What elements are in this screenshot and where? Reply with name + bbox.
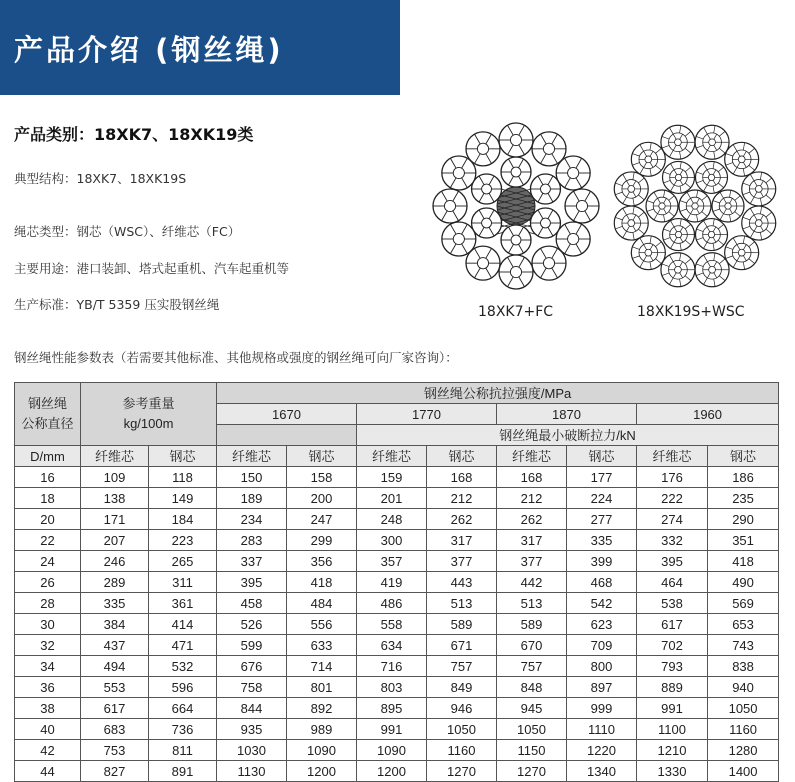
table-cell: 356 <box>287 551 357 572</box>
table-cell: 558 <box>357 614 427 635</box>
header-diameter <box>15 383 81 446</box>
header-steel: 钢芯 <box>708 446 779 467</box>
table-cell: 1340 <box>567 761 637 782</box>
table-row <box>15 551 779 572</box>
table-cell: 277 <box>567 509 637 530</box>
table-cell: 1160 <box>427 740 497 761</box>
table-cell: 361 <box>149 593 217 614</box>
table-cell: 556 <box>287 614 357 635</box>
header-pad <box>217 425 357 446</box>
header-weight <box>81 383 217 446</box>
table-cell: 946 <box>427 698 497 719</box>
table-cell: 399 <box>567 551 637 572</box>
table-cell: 1130 <box>217 761 287 782</box>
table-cell: 758 <box>217 677 287 698</box>
table-cell: 1100 <box>637 719 708 740</box>
table-row <box>15 530 779 551</box>
table-cell: 262 <box>497 509 567 530</box>
table-cell: 1150 <box>497 740 567 761</box>
table-cell: 28 <box>15 593 81 614</box>
header-breaking: 钢丝绳最小破断拉力/kN <box>357 425 779 446</box>
table-cell: 513 <box>497 593 567 614</box>
table-cell: 332 <box>637 530 708 551</box>
spec-core-type: 绳芯类型：钢芯（WSC）、纤维芯（FC） <box>14 224 241 239</box>
table-cell: 30 <box>15 614 81 635</box>
table-cell: 1030 <box>217 740 287 761</box>
table-cell: 335 <box>81 593 149 614</box>
table-cell: 335 <box>567 530 637 551</box>
table-cell: 1280 <box>708 740 779 761</box>
table-cell: 246 <box>81 551 149 572</box>
table-cell: 753 <box>81 740 149 761</box>
table-cell: 800 <box>567 656 637 677</box>
table-cell: 311 <box>149 572 217 593</box>
table-cell: 897 <box>567 677 637 698</box>
table-cell: 945 <box>497 698 567 719</box>
table-cell: 633 <box>287 635 357 656</box>
table-cell: 186 <box>708 467 779 488</box>
header-diameter-line1: 钢丝绳 <box>27 396 67 411</box>
table-cell: 827 <box>81 761 149 782</box>
spec-structure: 典型结构：18XK7、18XK19S <box>14 171 187 186</box>
table-cell: 337 <box>217 551 287 572</box>
table-cell: 716 <box>357 656 427 677</box>
table-cell: 494 <box>81 656 149 677</box>
table-cell: 265 <box>149 551 217 572</box>
table-cell: 709 <box>567 635 637 656</box>
table-cell: 437 <box>81 635 149 656</box>
table-cell: 377 <box>497 551 567 572</box>
table-cell: 526 <box>217 614 287 635</box>
table-cell: 1090 <box>357 740 427 761</box>
table-cell: 617 <box>637 614 708 635</box>
table-cell: 1210 <box>637 740 708 761</box>
table-row <box>15 509 779 530</box>
header-fiber: 纤维芯 <box>497 446 567 467</box>
table-cell: 757 <box>427 656 497 677</box>
table-cell: 42 <box>15 740 81 761</box>
table-cell: 418 <box>287 572 357 593</box>
table-cell: 1050 <box>497 719 567 740</box>
table-cell: 395 <box>217 572 287 593</box>
table-cell: 1270 <box>497 761 567 782</box>
table-cell: 634 <box>357 635 427 656</box>
table-cell: 317 <box>427 530 497 551</box>
table-cell: 838 <box>708 656 779 677</box>
table-cell: 22 <box>15 530 81 551</box>
table-cell: 553 <box>81 677 149 698</box>
header-fiber: 纤维芯 <box>217 446 287 467</box>
table-cell: 168 <box>427 467 497 488</box>
table-cell: 171 <box>81 509 149 530</box>
table-cell: 623 <box>567 614 637 635</box>
table-cell: 418 <box>708 551 779 572</box>
table-cell: 1200 <box>287 761 357 782</box>
table-cell: 158 <box>287 467 357 488</box>
table-cell: 991 <box>637 698 708 719</box>
table-cell: 464 <box>637 572 708 593</box>
table-cell: 138 <box>81 488 149 509</box>
table-cell: 1400 <box>708 761 779 782</box>
table-cell: 599 <box>217 635 287 656</box>
table-cell: 149 <box>149 488 217 509</box>
parameter-table <box>14 382 779 782</box>
table-cell: 247 <box>287 509 357 530</box>
table-row <box>15 677 779 698</box>
table-cell: 683 <box>81 719 149 740</box>
table-cell: 1050 <box>708 698 779 719</box>
table-cell: 1090 <box>287 740 357 761</box>
table-cell: 207 <box>81 530 149 551</box>
table-cell: 212 <box>427 488 497 509</box>
table-cell: 414 <box>149 614 217 635</box>
table-cell: 223 <box>149 530 217 551</box>
table-cell: 224 <box>567 488 637 509</box>
table-cell: 999 <box>567 698 637 719</box>
table-cell: 1220 <box>567 740 637 761</box>
table-cell: 34 <box>15 656 81 677</box>
table-cell: 20 <box>15 509 81 530</box>
header-steel: 钢芯 <box>149 446 217 467</box>
page-title: 产品介绍 (钢丝绳) <box>14 33 284 67</box>
header-steel: 钢芯 <box>287 446 357 467</box>
table-cell: 248 <box>357 509 427 530</box>
table-cell: 468 <box>567 572 637 593</box>
table-cell: 743 <box>708 635 779 656</box>
table-cell: 177 <box>567 467 637 488</box>
table-cell: 844 <box>217 698 287 719</box>
table-cell: 176 <box>637 467 708 488</box>
table-cell: 793 <box>637 656 708 677</box>
table-cell: 538 <box>637 593 708 614</box>
table-intro: 钢丝绳性能参数表（若需要其他标准、其他规格或强度的钢丝绳可向厂家咨询）： <box>14 350 458 365</box>
table-cell: 18 <box>15 488 81 509</box>
table-cell: 201 <box>357 488 427 509</box>
header-grade: 1770 <box>357 404 497 425</box>
table-row <box>15 698 779 719</box>
table-cell: 150 <box>217 467 287 488</box>
table-cell: 384 <box>81 614 149 635</box>
table-cell: 569 <box>708 593 779 614</box>
table-cell: 484 <box>287 593 357 614</box>
table-cell: 24 <box>15 551 81 572</box>
table-row <box>15 593 779 614</box>
table-cell: 892 <box>287 698 357 719</box>
table-cell: 118 <box>149 467 217 488</box>
table-cell: 443 <box>427 572 497 593</box>
table-cell: 589 <box>427 614 497 635</box>
table-row <box>15 635 779 656</box>
table-cell: 1330 <box>637 761 708 782</box>
table-cell: 940 <box>708 677 779 698</box>
table-cell: 670 <box>497 635 567 656</box>
table-cell: 168 <box>497 467 567 488</box>
spec-standard: 生产标准：YB/T 5359 压实股钢丝绳 <box>14 297 220 312</box>
table-cell: 1050 <box>427 719 497 740</box>
table-cell: 589 <box>497 614 567 635</box>
table-cell: 235 <box>708 488 779 509</box>
table-cell: 283 <box>217 530 287 551</box>
table-cell: 486 <box>357 593 427 614</box>
table-cell: 1160 <box>708 719 779 740</box>
header-weight-line1: 参考重量 <box>122 396 175 411</box>
table-cell: 109 <box>81 467 149 488</box>
table-cell: 891 <box>149 761 217 782</box>
table-cell: 395 <box>637 551 708 572</box>
header-unit: D/mm <box>15 446 81 467</box>
table-cell: 38 <box>15 698 81 719</box>
table-cell: 351 <box>708 530 779 551</box>
table-cell: 419 <box>357 572 427 593</box>
table-row <box>15 572 779 593</box>
product-category: 产品类别：18XK7、18XK19类 <box>14 125 254 144</box>
table-cell: 935 <box>217 719 287 740</box>
table-cell: 714 <box>287 656 357 677</box>
table-cell: 262 <box>427 509 497 530</box>
table-cell: 26 <box>15 572 81 593</box>
table-cell: 159 <box>357 467 427 488</box>
table-cell: 377 <box>427 551 497 572</box>
table-cell: 289 <box>81 572 149 593</box>
rope-cross-section-wsc <box>609 120 781 296</box>
table-cell: 989 <box>287 719 357 740</box>
table-cell: 274 <box>637 509 708 530</box>
table-cell: 212 <box>497 488 567 509</box>
table-cell: 189 <box>217 488 287 509</box>
header-grade: 1670 <box>217 404 357 425</box>
table-row <box>15 614 779 635</box>
table-cell: 222 <box>637 488 708 509</box>
table-row <box>15 467 779 488</box>
table-cell: 40 <box>15 719 81 740</box>
table-cell: 542 <box>567 593 637 614</box>
figure-caption-fc: 18XK7+FC <box>478 304 554 320</box>
table-cell: 803 <box>357 677 427 698</box>
header-weight-line2: kg/100m <box>123 416 174 431</box>
table-cell: 490 <box>708 572 779 593</box>
header-diameter-line2: 公称直径 <box>21 416 74 431</box>
table-cell: 801 <box>287 677 357 698</box>
table-cell: 757 <box>497 656 567 677</box>
table-cell: 317 <box>497 530 567 551</box>
header-steel: 钢芯 <box>567 446 637 467</box>
table-cell: 36 <box>15 677 81 698</box>
header-grade: 1960 <box>637 404 779 425</box>
table-cell: 617 <box>81 698 149 719</box>
table-cell: 653 <box>708 614 779 635</box>
table-cell: 513 <box>427 593 497 614</box>
table-cell: 676 <box>217 656 287 677</box>
header-fiber: 纤维芯 <box>357 446 427 467</box>
table-cell: 1200 <box>357 761 427 782</box>
table-cell: 44 <box>15 761 81 782</box>
table-cell: 671 <box>427 635 497 656</box>
table-row <box>15 656 779 677</box>
table-cell: 184 <box>149 509 217 530</box>
table-cell: 736 <box>149 719 217 740</box>
table-cell: 234 <box>217 509 287 530</box>
table-cell: 299 <box>287 530 357 551</box>
rope-cross-section-fc <box>430 120 602 296</box>
table-cell: 895 <box>357 698 427 719</box>
table-row <box>15 761 779 782</box>
table-cell: 300 <box>357 530 427 551</box>
table-cell: 16 <box>15 467 81 488</box>
header-steel: 钢芯 <box>427 446 497 467</box>
table-cell: 849 <box>427 677 497 698</box>
table-cell: 200 <box>287 488 357 509</box>
table-cell: 702 <box>637 635 708 656</box>
figure-caption-wsc: 18XK19S+WSC <box>637 304 745 320</box>
table-row <box>15 719 779 740</box>
table-row <box>15 488 779 509</box>
header-tensile: 钢丝绳公称抗拉强度/MPa <box>217 383 779 404</box>
table-cell: 290 <box>708 509 779 530</box>
header-fiber: 纤维芯 <box>637 446 708 467</box>
table-cell: 811 <box>149 740 217 761</box>
table-row <box>15 740 779 761</box>
table-cell: 889 <box>637 677 708 698</box>
table-cell: 471 <box>149 635 217 656</box>
table-cell: 664 <box>149 698 217 719</box>
table-cell: 458 <box>217 593 287 614</box>
table-cell: 848 <box>497 677 567 698</box>
table-cell: 596 <box>149 677 217 698</box>
spec-usage: 主要用途：港口装卸、塔式起重机、汽车起重机等 <box>14 261 290 276</box>
table-cell: 532 <box>149 656 217 677</box>
table-cell: 991 <box>357 719 427 740</box>
table-cell: 1270 <box>427 761 497 782</box>
header-grade: 1870 <box>497 404 637 425</box>
table-cell: 442 <box>497 572 567 593</box>
title-banner <box>0 0 400 95</box>
table-cell: 357 <box>357 551 427 572</box>
table-cell: 1110 <box>567 719 637 740</box>
table-cell: 32 <box>15 635 81 656</box>
header-fiber: 纤维芯 <box>81 446 149 467</box>
